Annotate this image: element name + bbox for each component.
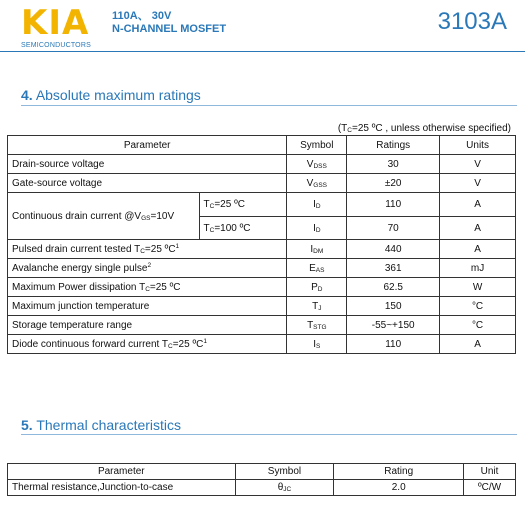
- symbol-cell: $T_J$: [287, 297, 347, 316]
- absolute-max-ratings-table: [7, 135, 516, 354]
- section5-number: 5.: [21, 417, 33, 433]
- table-row: [8, 240, 516, 259]
- table-row: [8, 193, 516, 217]
- symbol-cell: $I_D$: [287, 193, 347, 217]
- table-row: [8, 480, 516, 496]
- unit-cell: A: [440, 193, 516, 217]
- col-header-parameter: Parameter: [8, 464, 236, 480]
- value-cell: -55~+150: [347, 316, 440, 335]
- param-cell: Thermal resistance,Junction-to-case: [8, 480, 236, 496]
- col-header-symbol: Symbol: [287, 136, 347, 155]
- section5-divider: [21, 434, 517, 435]
- symbol-cell: $\theta_{JC}$: [235, 480, 334, 496]
- value-cell: 2.0: [334, 480, 464, 496]
- symbol-cell: $I_D$: [287, 217, 347, 240]
- thermal-characteristics-table: [7, 463, 516, 496]
- symbol-cell: $P_D$: [287, 278, 347, 297]
- table-header-row: [8, 464, 516, 480]
- table-row: [8, 259, 516, 278]
- section4-number: 4.: [21, 87, 33, 103]
- condition-cell: $T_C=100$ ºC: [199, 217, 287, 240]
- param-cell: Pulsed drain current tested $T_C=25$ ºC$^1$: [8, 240, 287, 259]
- param-cell: Avalanche energy single pulse$^2$: [8, 259, 287, 278]
- symbol-cell: $V_{DSS}$: [287, 155, 347, 174]
- param-cell: Maximum junction temperature: [8, 297, 287, 316]
- condition-note: ($T_C=25$ ºC , unless otherwise specified): [337, 123, 511, 134]
- col-header-units: Units: [440, 136, 516, 155]
- unit-cell: V: [440, 174, 516, 193]
- spec-type: N-CHANNEL MOSFET: [112, 23, 227, 35]
- table-row: [8, 155, 516, 174]
- unit-cell: ºC/W: [464, 480, 516, 496]
- part-number: 3103A: [437, 8, 507, 35]
- param-cell: Gate-source voltage: [8, 174, 287, 193]
- unit-cell: A: [440, 217, 516, 240]
- unit-cell: °C: [440, 297, 516, 316]
- value-cell: 440: [347, 240, 440, 259]
- logo-subtext: SEMICONDUCTORS: [21, 42, 91, 49]
- unit-cell: V: [440, 155, 516, 174]
- param-cell: Maximum Power dissipation $T_C=25$ ºC: [8, 278, 287, 297]
- col-header-rating: Rating: [334, 464, 464, 480]
- unit-cell: A: [440, 335, 516, 354]
- value-cell: 30: [347, 155, 440, 174]
- section5-heading: [21, 417, 181, 433]
- value-cell: 70: [347, 217, 440, 240]
- table-row: [8, 316, 516, 335]
- symbol-cell: $E_{AS}$: [287, 259, 347, 278]
- symbol-cell: $I_{DM}$: [287, 240, 347, 259]
- param-cell: Drain-source voltage: [8, 155, 287, 174]
- symbol-cell: $T_{STG}$: [287, 316, 347, 335]
- value-cell: 110: [347, 335, 440, 354]
- section5-title: Thermal characteristics: [36, 417, 182, 433]
- unit-cell: mJ: [440, 259, 516, 278]
- param-cell: Storage temperature range: [8, 316, 287, 335]
- section4-divider: [21, 105, 517, 106]
- spec-rating: 110A、 30V: [112, 10, 172, 22]
- table-row: [8, 174, 516, 193]
- section4-title: Absolute maximum ratings: [35, 87, 201, 103]
- unit-cell: °C: [440, 316, 516, 335]
- param-cell: Diode continuous forward current $T_C=25$ ºC$^1$: [8, 335, 287, 354]
- col-header-symbol: Symbol: [235, 464, 334, 480]
- condition-cell: $T_C=25$ ºC: [199, 193, 287, 217]
- unit-cell: A: [440, 240, 516, 259]
- param-cell: Continuous drain current $@V_{GS}=10V$: [8, 193, 200, 240]
- symbol-cell: $I_S$: [287, 335, 347, 354]
- value-cell: 62.5: [347, 278, 440, 297]
- unit-cell: W: [440, 278, 516, 297]
- logo-text: KIA: [21, 3, 90, 43]
- table-row: [8, 297, 516, 316]
- col-header-ratings: Ratings: [347, 136, 440, 155]
- value-cell: ±20: [347, 174, 440, 193]
- company-logo: [21, 3, 91, 49]
- table-row: [8, 278, 516, 297]
- table-row: [8, 335, 516, 354]
- value-cell: 150: [347, 297, 440, 316]
- header-spec: [112, 10, 226, 36]
- section4-heading: [21, 87, 201, 103]
- header-divider: [0, 51, 525, 52]
- col-header-unit: Unit: [464, 464, 516, 480]
- col-header-parameter: Parameter: [8, 136, 287, 155]
- table-header-row: [8, 136, 516, 155]
- symbol-cell: $V_{GSS}$: [287, 174, 347, 193]
- value-cell: 110: [347, 193, 440, 217]
- value-cell: 361: [347, 259, 440, 278]
